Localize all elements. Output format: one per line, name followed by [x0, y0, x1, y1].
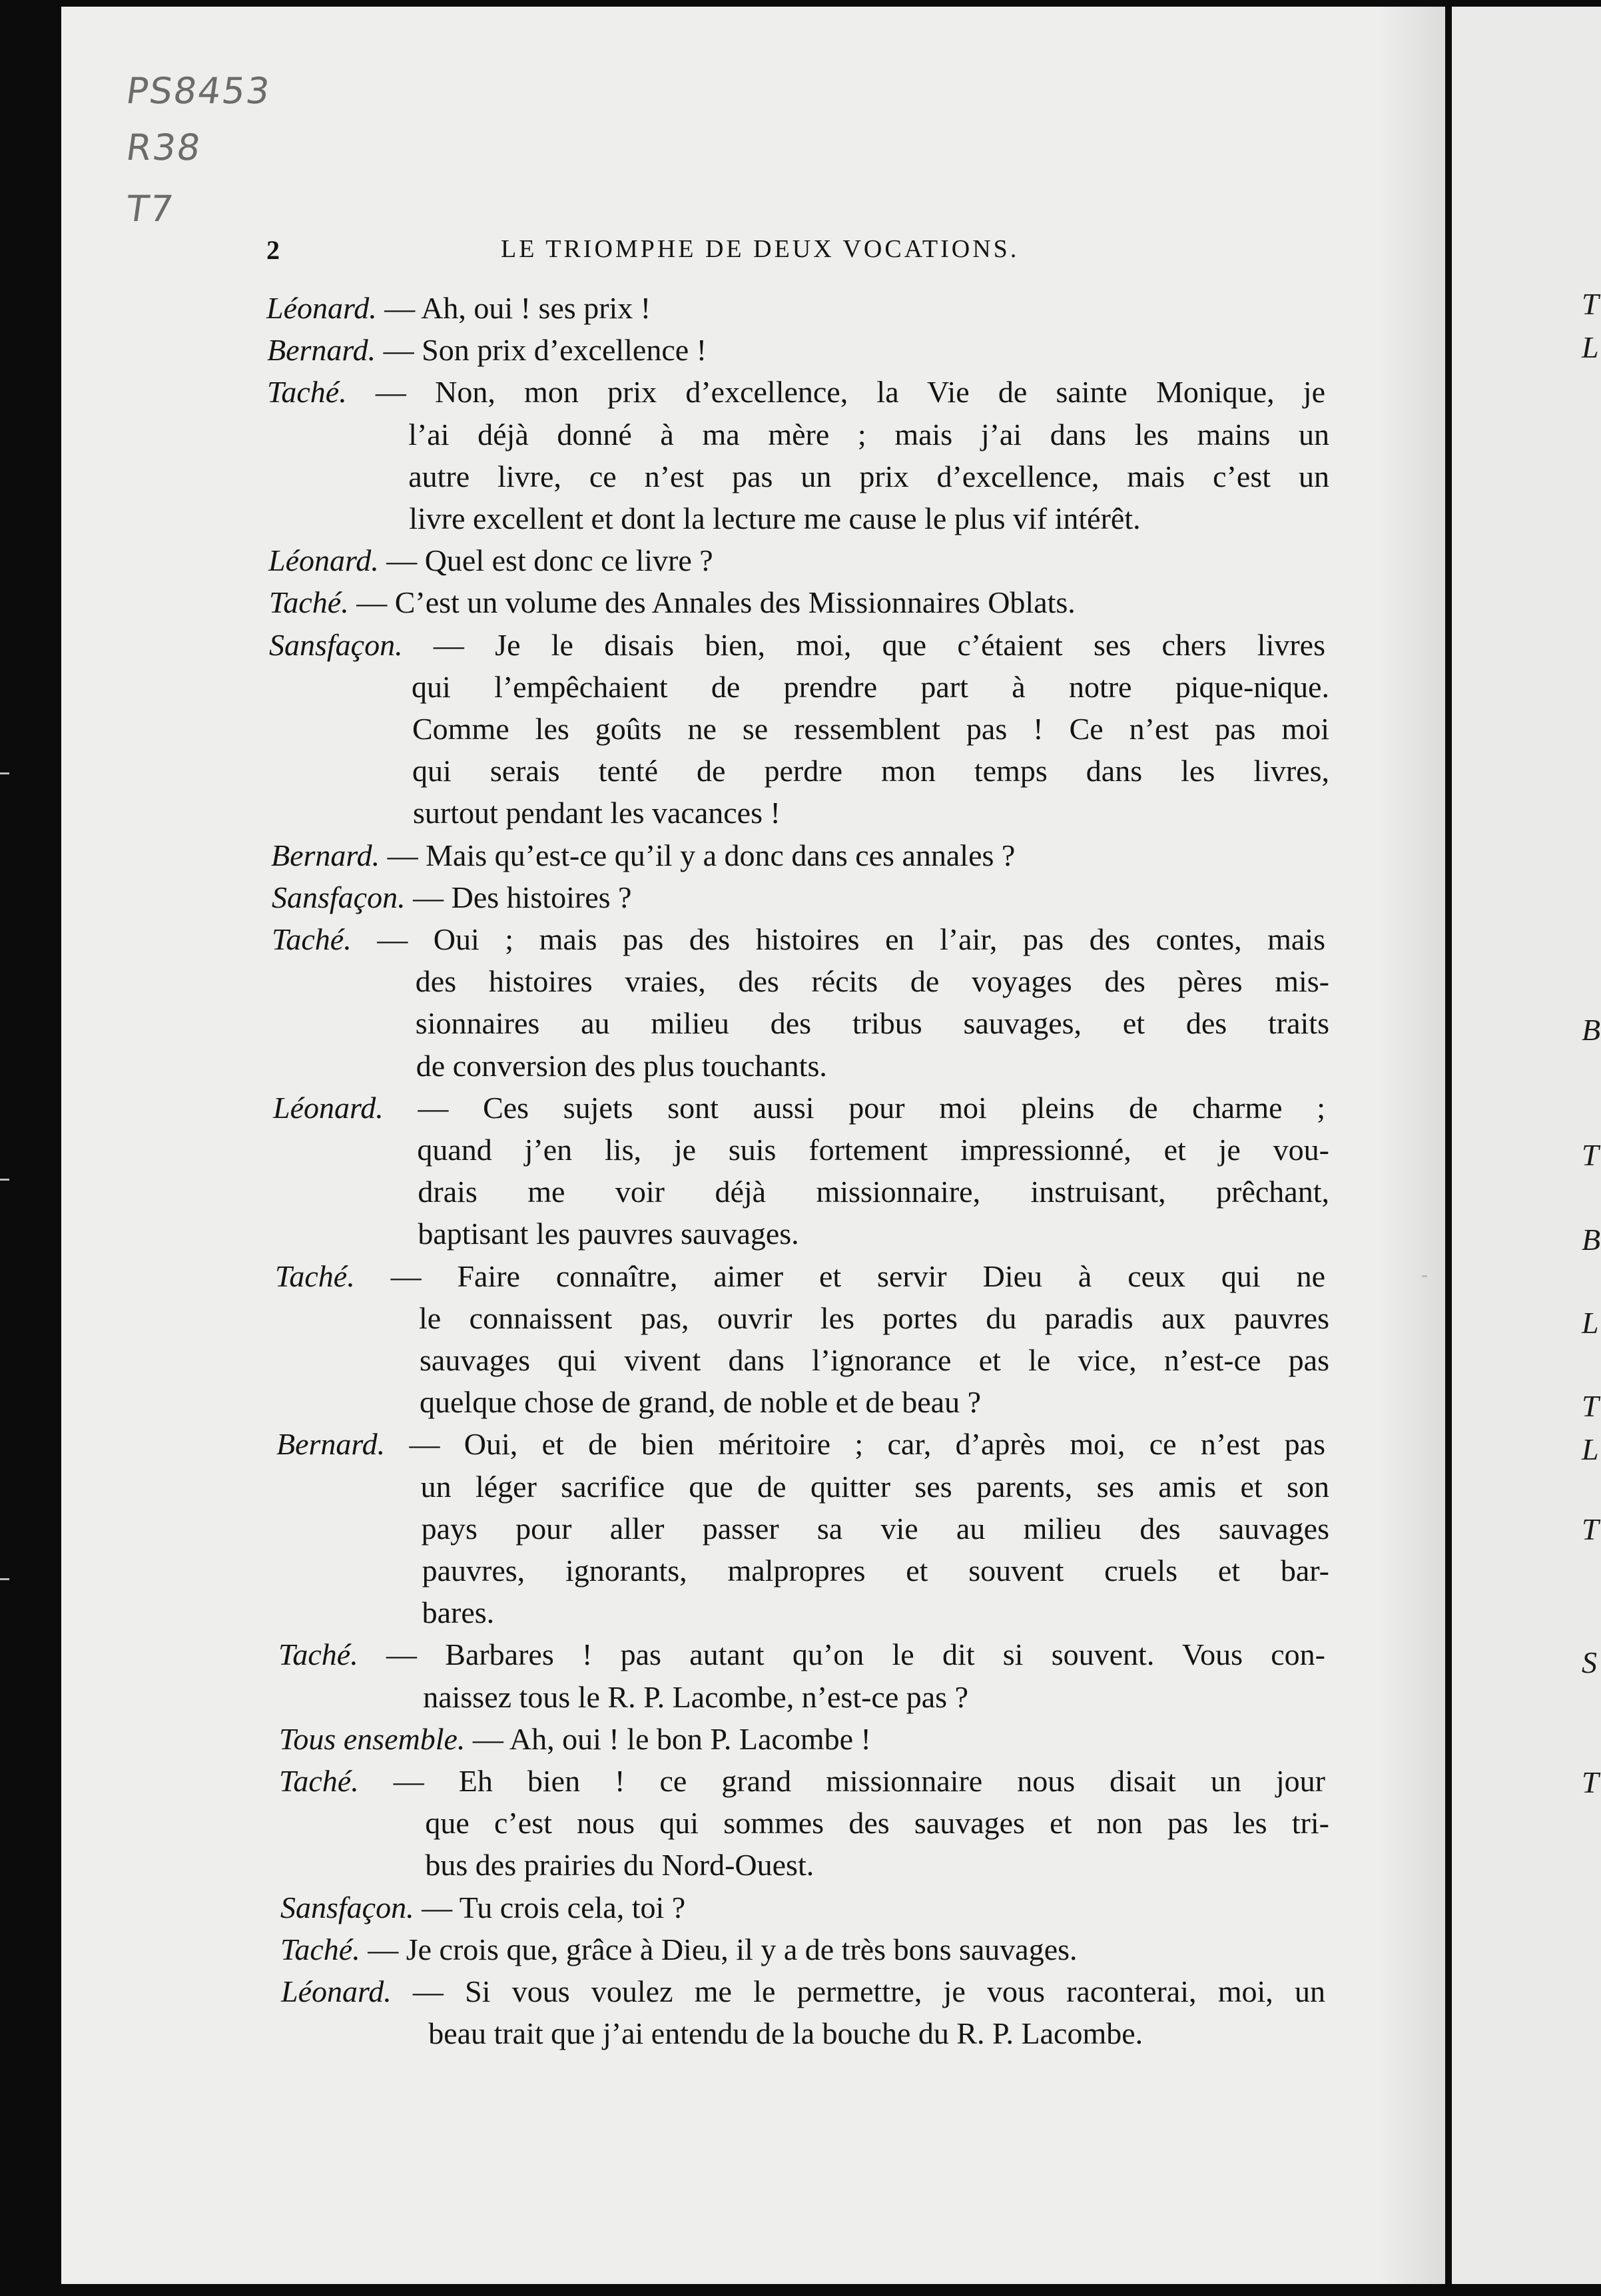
speaker-name: Taché. [279, 1764, 359, 1798]
speech-first-line [272, 882, 631, 913]
speaker-name: Taché. [267, 375, 347, 410]
spine-shadow [1379, 7, 1445, 2284]
speech-text: — Si vous voulez me le permettre, je vous raconterai, moi, un [391, 1974, 1325, 2008]
speech-first-line [272, 924, 1325, 955]
scan-mark [1422, 1275, 1427, 1277]
speech-first-line [273, 1090, 1325, 1125]
speech-first-line [279, 1766, 1325, 1797]
next-page-initial: L [1582, 330, 1599, 364]
speech-line: livre excellent et dont la lecture me cause le plus vif intérêt. [409, 501, 1141, 535]
speaker-name: Léonard. [268, 543, 379, 578]
speech-text: — Ces sujets sont aussi pour moi pleins de charme ; [383, 1090, 1325, 1125]
speech-line: qui serais tenté de perdre mon temps dans les livres, [412, 754, 1329, 788]
speech-text: — Tu crois cela, toi ? [414, 1890, 686, 1924]
speech-line: bus des prairies du Nord-Ouest. [425, 1848, 814, 1882]
next-page-initial: L [1582, 1432, 1599, 1466]
speech-line: pauvres, ignorants, malpropres et souvent cruels et bar- [422, 1554, 1329, 1587]
speaker-name: Taché. [272, 922, 352, 956]
speech-line: surtout pendant les vacances ! [413, 796, 781, 830]
speech-first-line [276, 1429, 1325, 1460]
next-page-initial: T [1582, 1765, 1599, 1799]
speech-line: que c’est nous qui sommes des sauvages et non pas les tri- [425, 1806, 1329, 1841]
speaker-name: Léonard. [266, 291, 377, 325]
scan-mark [0, 1179, 9, 1181]
speaker-name: Taché. [280, 1932, 360, 1966]
call-number-line: PS8453 [123, 70, 274, 112]
speaker-name: Sansfaçon. [280, 1890, 414, 1924]
call-number-line: T7 [123, 188, 177, 230]
scan-mark [0, 1578, 9, 1580]
speech-line: baptisant les pauvres sauvages. [418, 1217, 799, 1251]
speech-first-line [280, 1892, 685, 1923]
speaker-name: Tous ensemble. [279, 1721, 466, 1756]
next-page [1452, 7, 1601, 2284]
speech-first-line [268, 545, 713, 576]
next-page-initial: B [1582, 1223, 1601, 1257]
speech-first-line [267, 335, 707, 366]
speech-text: — Je le disais bien, moi, que c’étaient ses chers livres [402, 627, 1325, 662]
speech-first-line [280, 1934, 1078, 1965]
speech-text: — Eh bien ! ce grand missionnaire nous disait un jour [358, 1764, 1325, 1798]
speech-text: — C’est un volume des Annales des Missionnaires Oblats. [348, 585, 1076, 620]
speech-line: un léger sacrifice que de quitter ses parents, ses amis et son [420, 1469, 1329, 1504]
next-page-initial: S [1582, 1645, 1597, 1679]
next-page-initial: L [1582, 1306, 1599, 1340]
speech-line: bares. [422, 1595, 495, 1630]
speech-first-line [269, 627, 1325, 662]
speech-first-line [275, 1261, 1325, 1292]
speech-text: — Quel est donc ce livre ? [378, 543, 713, 578]
speech-first-line [266, 293, 651, 324]
speech-line: qui l’empêchaient de prendre part à notre pique-nique. [412, 669, 1329, 704]
speech-line: quand j’en lis, je suis fortement impressionné, et je vou- [417, 1133, 1329, 1167]
speech-line: de conversion des plus touchants. [416, 1048, 827, 1083]
scan-mark [0, 772, 9, 774]
call-number-line: R38 [123, 127, 204, 168]
speech-line: le connaissent pas, ouvrir les portes du paradis aux pauvres [419, 1300, 1329, 1335]
next-page-initial: B [1582, 1013, 1601, 1047]
speech-line: pays pour aller passer sa vie au milieu des sauvages [421, 1511, 1329, 1546]
speech-line: drais me voir déjà missionnaire, instruisant, prêchant, [418, 1175, 1329, 1209]
speech-first-line [279, 1721, 871, 1756]
speech-first-line [269, 587, 1076, 618]
speech-text: — Je crois que, grâce à Dieu, il y a de très bons sauvages. [360, 1932, 1078, 1966]
speech-line: quelque chose de grand, de noble et de beau ? [420, 1385, 981, 1420]
speech-text: — Oui, et de bien méritoire ; car, d’après moi, ce n’est pas [385, 1427, 1325, 1462]
page-number: 2 [266, 235, 280, 265]
speaker-name: Léonard. [273, 1090, 384, 1125]
running-head: LE TRIOMPHE DE DEUX VOCATIONS. [501, 235, 1020, 263]
next-page-initial: T [1582, 1138, 1599, 1172]
speech-text: — Des histoires ? [405, 880, 632, 914]
speech-line: autre livre, ce n’est pas un prix d’excellence, mais c’est un [408, 459, 1329, 493]
speech-line: beau trait que j’ai entendu de la bouche du R. P. Lacombe. [428, 2016, 1143, 2051]
gutter [1445, 0, 1452, 2296]
speech-first-line [267, 377, 1325, 408]
next-page-initial: T [1582, 1512, 1599, 1546]
speech-text: — Barbares ! pas autant qu’on le dit si souvent. Vous con- [358, 1637, 1325, 1672]
next-page-initial: T [1582, 287, 1599, 321]
speech-line: sauvages qui vivent dans l’ignorance et le vice, n’est-ce pas [420, 1343, 1329, 1377]
speech-text: — Ah, oui ! ses prix ! [376, 291, 651, 325]
speaker-name: Bernard. [267, 333, 376, 368]
speaker-name: Bernard. [276, 1427, 386, 1462]
speaker-name: Bernard. [271, 838, 380, 872]
speech-text: — Mais qu’est-ce qu’il y a donc dans ces annales ? [380, 838, 1016, 872]
speech-line: l’ai déjà donné à ma mère ; mais j’ai dans les mains un [408, 417, 1329, 451]
speech-line: sionnaires au milieu des tribus sauvages, et des traits [415, 1006, 1329, 1041]
next-page-initial: T [1582, 1389, 1599, 1423]
speech-text: — Non, mon prix d’excellence, la Vie de sainte Monique, je [346, 375, 1325, 410]
speaker-name: Sansfaçon. [269, 627, 403, 662]
speaker-name: Taché. [278, 1637, 358, 1672]
speech-first-line [271, 840, 1015, 871]
speaker-name: Léonard. [281, 1974, 392, 2008]
speaker-name: Taché. [275, 1259, 355, 1293]
speaker-name: Sansfaçon. [272, 880, 406, 914]
speech-first-line [278, 1639, 1325, 1670]
speech-line: naissez tous le R. P. Lacombe, n’est-ce pas ? [423, 1679, 969, 1714]
speech-text: — Son prix d’excellence ! [376, 333, 707, 368]
speech-text: — Faire connaître, aimer et servir Dieu à ceux qui ne [354, 1259, 1325, 1293]
speech-text: — Oui ; mais pas des histoires en l’air, pas des contes, mais [351, 922, 1325, 956]
speech-line: Comme les goûts ne se ressemblent pas ! Ce n’est pas moi [412, 712, 1329, 746]
speech-text: — Ah, oui ! le bon P. Lacombe ! [465, 1721, 871, 1756]
speech-first-line [281, 1976, 1325, 2007]
speech-line: des histoires vraies, des récits de voyages des pères mis- [415, 964, 1329, 999]
speaker-name: Taché. [269, 585, 349, 620]
